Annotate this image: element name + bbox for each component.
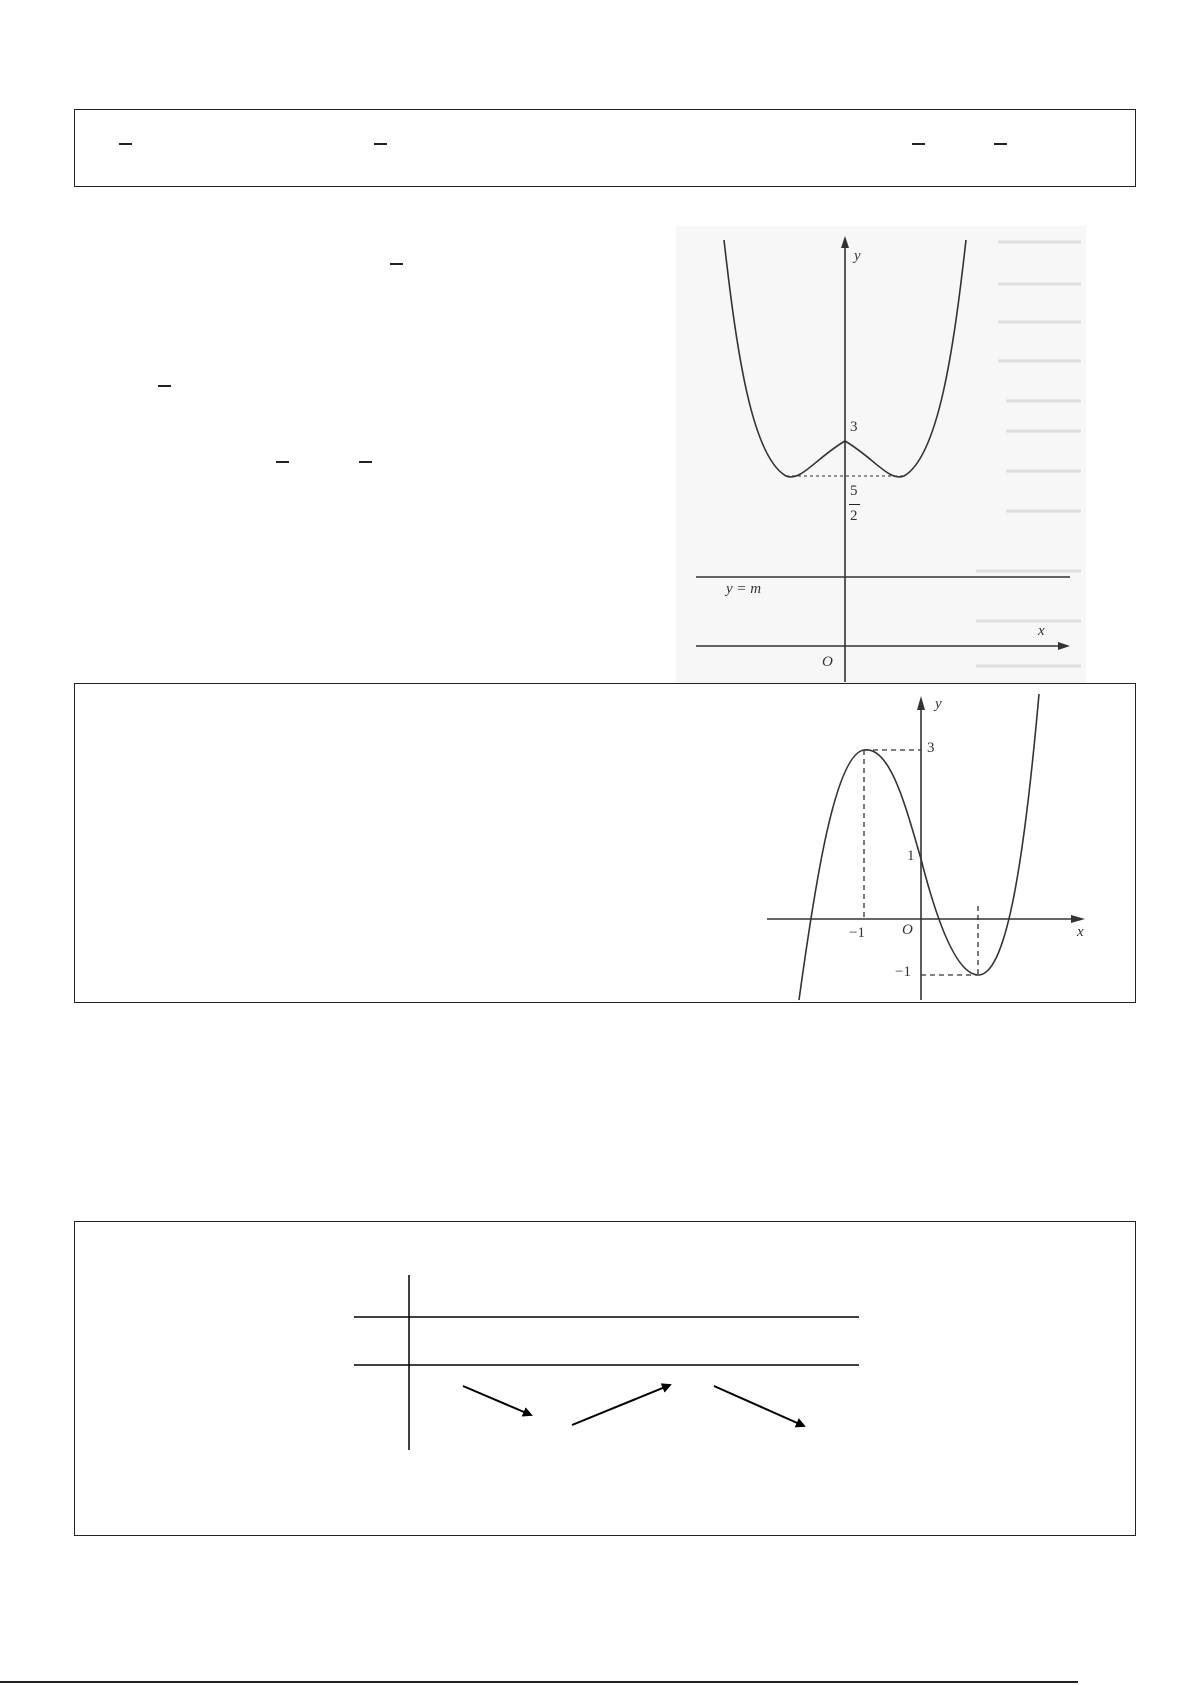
graph-1-y-label: y — [854, 248, 861, 264]
fraction-bar — [359, 461, 372, 463]
fraction-bar — [912, 143, 925, 145]
cubic-curve — [799, 694, 1039, 1000]
graph-1-line-label: y = m — [726, 581, 762, 597]
decrease-arrow-1 — [463, 1386, 531, 1415]
x-axis-arrow — [1058, 642, 1070, 650]
graph-2-box — [74, 683, 1136, 1003]
footer-rule — [0, 1681, 1078, 1683]
decrease-arrow-2 — [714, 1386, 804, 1426]
y-axis-arrow — [917, 696, 925, 710]
graph-2-neg-x-label: −1 — [849, 925, 865, 941]
fraction-bar — [390, 263, 403, 265]
graph-1-min-fraction-bar — [849, 504, 860, 505]
x-axis-arrow — [1071, 915, 1085, 923]
fraction-bar — [119, 143, 132, 145]
graph-2-neg-y-label: −1 — [895, 964, 911, 980]
increase-arrow — [572, 1385, 670, 1425]
graph-2-y-label: y — [935, 696, 942, 712]
graph-1-min-denominator: 2 — [850, 508, 858, 524]
fraction-bar — [994, 143, 1007, 145]
graph-1-x-label: x — [1038, 623, 1045, 639]
y-axis-arrow — [841, 236, 849, 248]
graph-1 — [676, 226, 1086, 684]
fraction-bar — [276, 461, 289, 463]
graph-2-svg — [755, 684, 1135, 1002]
variation-table — [75, 1222, 1135, 1535]
graph-1-max-label: 3 — [850, 419, 858, 435]
fraction-bar — [158, 385, 171, 387]
header-box — [74, 109, 1136, 187]
fraction-bar — [374, 143, 387, 145]
graph-2-intercept-label: 1 — [907, 848, 915, 864]
graph-2-x-label: x — [1077, 924, 1084, 940]
graph-2 — [755, 684, 1135, 1002]
graph-2-origin-label: O — [902, 922, 913, 938]
graph-1-min-numerator: 5 — [850, 483, 858, 499]
variation-table-box — [74, 1221, 1136, 1536]
graph-2-max-label: 3 — [927, 740, 935, 756]
graph-1-origin-label: O — [822, 654, 833, 670]
graph-1-svg — [676, 226, 1086, 684]
